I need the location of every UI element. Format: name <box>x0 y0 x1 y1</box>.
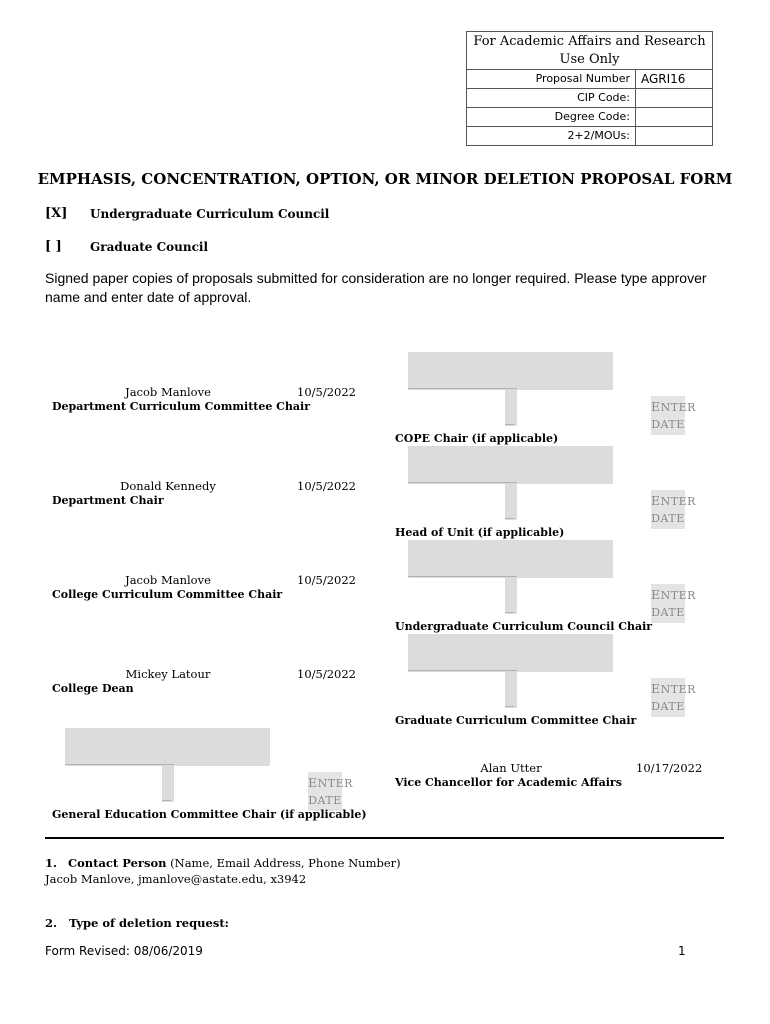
approver-name[interactable]: Jacob Manlove <box>125 385 211 399</box>
signature-line: ___________________________ <box>408 566 516 577</box>
enter-date-text: DATE <box>651 700 685 713</box>
degree-code-field[interactable] <box>636 108 712 126</box>
office-use-box <box>466 31 713 146</box>
graduate-council-checkbox[interactable]: [ ] <box>45 239 62 254</box>
form-revised-footer: Form Revised: 08/06/2019 <box>45 944 203 958</box>
approver-name[interactable]: Alan Utter <box>480 761 542 775</box>
signature-line: ___________________________ <box>65 754 173 765</box>
signature-line: __ <box>505 602 513 613</box>
instructions-text: Signed paper copies of proposals submitted for consideration are no longer required. Please type approver name and enter date of approval. <box>45 270 707 305</box>
signature-line: __ <box>505 414 513 425</box>
page-number: 1 <box>678 944 686 958</box>
signature-line: __ <box>162 790 170 801</box>
signature-line: ___________________________ <box>408 660 516 671</box>
contact-heading <box>45 856 401 870</box>
signature-line: ___________________________ <box>408 378 516 389</box>
form-title: EMPHASIS, CONCENTRATION, OPTION, OR MINOR DELETION PROPOSAL FORM <box>37 170 733 188</box>
enter-date-text: E <box>308 775 318 790</box>
enter-date-text: NTER <box>660 683 696 696</box>
enter-date-text: E <box>651 399 661 414</box>
enter-date-text: E <box>651 493 661 508</box>
approval-date[interactable]: 10/5/2022 <box>297 385 356 399</box>
enter-date-text: NTER <box>317 777 353 790</box>
approval-date[interactable]: 10/5/2022 <box>297 573 356 587</box>
approver-role: Department Chair <box>52 494 164 507</box>
enter-date-text: E <box>651 587 661 602</box>
enter-date-text: DATE <box>308 794 342 807</box>
approver-role: College Curriculum Committee Chair <box>52 588 283 601</box>
approver-role: COPE Chair (if applicable) <box>395 432 559 445</box>
enter-date-text: DATE <box>651 606 685 619</box>
contact-label: Contact Person <box>67 856 167 870</box>
mous-field[interactable] <box>636 127 712 145</box>
enter-date-field[interactable] <box>651 678 696 717</box>
enter-date-field[interactable] <box>651 396 696 435</box>
deletion-heading <box>45 916 229 930</box>
approval-date[interactable]: 10/5/2022 <box>297 667 356 681</box>
contact-hint: (Name, Email Address, Phone Number) <box>166 856 401 870</box>
enter-date-text: DATE <box>651 418 685 431</box>
signature-line: __ <box>505 508 513 519</box>
cip-code-row <box>467 89 712 108</box>
approver-name[interactable]: Donald Kennedy <box>120 479 216 493</box>
signature-line: __ <box>505 696 513 707</box>
approver-name[interactable]: Jacob Manlove <box>125 573 211 587</box>
mous-label: 2+2/MOUs: <box>467 127 636 145</box>
cip-code-label: CIP Code: <box>467 89 636 107</box>
enter-date-text: NTER <box>660 589 696 602</box>
graduate-council-label: Graduate Council <box>90 240 209 254</box>
enter-date-field[interactable] <box>308 772 353 811</box>
ucc-checkbox[interactable]: [X] <box>45 206 68 221</box>
deletion-number: 2. <box>45 916 58 930</box>
approver-role: Head of Unit (if applicable) <box>395 526 565 539</box>
enter-date-text: NTER <box>660 495 696 508</box>
ucc-label: Undergraduate Curriculum Council <box>90 207 330 221</box>
degree-code-label: Degree Code: <box>467 108 636 126</box>
office-use-header: For Academic Affairs and Research Use Only <box>467 32 712 70</box>
approver-role: College Dean <box>52 682 134 695</box>
proposal-number-row <box>467 70 712 89</box>
contact-value[interactable]: Jacob Manlove, jmanlove@astate.edu, x3942 <box>45 872 307 886</box>
approver-role: Undergraduate Curriculum Council Chair <box>395 620 653 633</box>
proposal-number-label: Proposal Number <box>467 70 636 88</box>
deletion-label: Type of deletion request: <box>69 916 229 930</box>
enter-date-text: DATE <box>651 512 685 525</box>
section-divider <box>45 837 724 839</box>
cip-code-field[interactable] <box>636 89 712 107</box>
approval-date[interactable]: 10/5/2022 <box>297 479 356 493</box>
enter-date-text: NTER <box>660 401 696 414</box>
enter-date-field[interactable] <box>651 490 696 529</box>
enter-date-field[interactable] <box>651 584 696 623</box>
contact-number: 1. <box>45 856 58 870</box>
proposal-number-field[interactable]: AGRI16 <box>641 72 686 86</box>
approver-role: Vice Chancellor for Academic Affairs <box>395 776 622 789</box>
approver-name[interactable]: Mickey Latour <box>125 667 211 681</box>
approver-role: Graduate Curriculum Committee Chair <box>395 714 637 727</box>
mous-row <box>467 127 712 145</box>
enter-date-text: E <box>651 681 661 696</box>
approval-date[interactable]: 10/17/2022 <box>636 761 703 775</box>
approver-role: General Education Committee Chair (if applicable) <box>52 808 367 821</box>
signature-line: ___________________________ <box>408 472 516 483</box>
degree-code-row <box>467 108 712 127</box>
approver-role: Department Curriculum Committee Chair <box>52 400 311 413</box>
